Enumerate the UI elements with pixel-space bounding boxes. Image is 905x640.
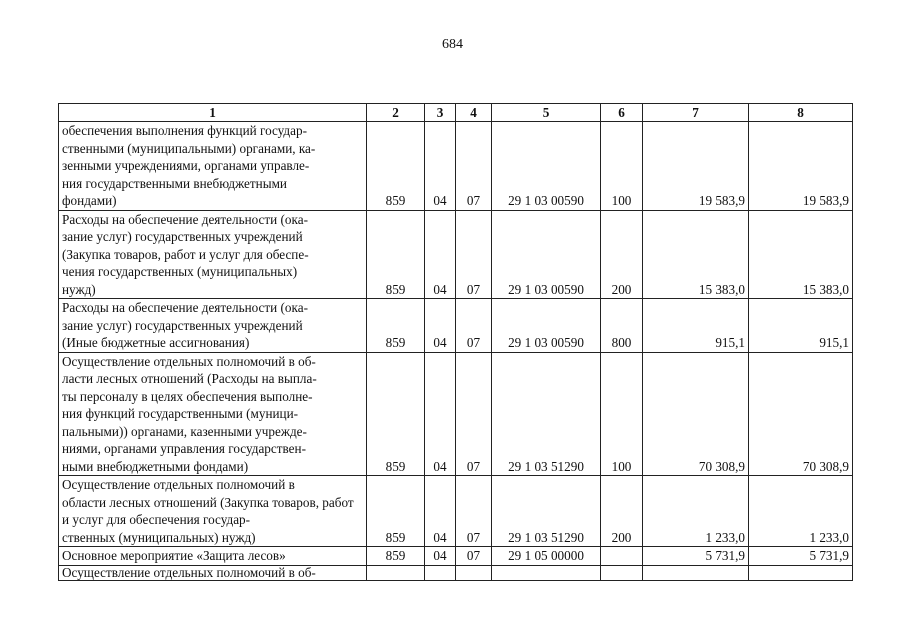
target-article-code: 29 1 03 00590 [492,122,601,211]
amount-col-7: 15 383,0 [643,210,749,299]
column-header-5: 5 [492,104,601,122]
expense-type-code: 100 [601,352,643,476]
table-row [59,299,853,353]
table-row [59,122,853,211]
table-row [59,565,853,580]
section-code: 04 [425,547,456,566]
section-code: 04 [425,299,456,353]
column-header-1: 1 [59,104,367,122]
target-article-code: 29 1 03 51290 [492,476,601,547]
subsection-code: 07 [456,299,492,353]
row-description [59,565,367,580]
target-article-code: 29 1 03 00590 [492,299,601,353]
row-description [59,299,367,353]
row-description [59,352,367,476]
amount-col-7: 915,1 [643,299,749,353]
row-description [59,122,367,211]
section-code: 04 [425,210,456,299]
row-description [59,476,367,547]
subsection-code [456,565,492,580]
description-line: ты персоналу в целях обеспечения выполне- [62,388,313,404]
description-line: чения государственных (муниципальных) [62,264,298,279]
description-line: пальными)) органами, казенными учрежде- [62,423,307,439]
target-article-code: 29 1 03 51290 [492,352,601,476]
target-article-code: 29 1 05 00000 [492,547,601,566]
column-header-6: 6 [601,104,643,122]
amount-col-7: 5 731,9 [643,547,749,566]
amount-col-8: 915,1 [749,299,853,353]
description-line: (Закупка товаров, работ и услуг для обеспе- [62,246,309,262]
table-header-row [59,104,853,122]
description-line: Осуществление отдельных полномочий в об- [62,565,316,580]
target-article-code: 29 1 03 00590 [492,210,601,299]
ministry-code: 859 [367,476,425,547]
column-header-3: 3 [425,104,456,122]
amount-col-7 [643,565,749,580]
budget-table [58,103,853,581]
subsection-code: 07 [456,476,492,547]
row-description [59,210,367,299]
amount-col-7: 70 308,9 [643,352,749,476]
subsection-code: 07 [456,547,492,566]
amount-col-8: 5 731,9 [749,547,853,566]
table-row [59,210,853,299]
subsection-code: 07 [456,352,492,476]
column-header-7: 7 [643,104,749,122]
description-line: фондами) [62,193,117,208]
description-line: (Иные бюджетные ассигнования) [62,335,250,350]
expense-type-code: 200 [601,476,643,547]
description-line: ния государственными внебюджетными [62,175,287,191]
ministry-code [367,565,425,580]
description-line: Осуществление отдельных полномочий в [62,477,295,492]
description-line: ными внебюджетными фондами) [62,458,249,474]
description-line: Расходы на обеспечение деятельности (ока- [62,300,308,315]
description-line: Расходы на обеспечение деятельности (ока- [62,211,308,227]
page-number: 684 [442,37,463,52]
expense-type-code: 800 [601,299,643,353]
description-line: зенными учреждениями, органами управле- [62,158,310,173]
ministry-code: 859 [367,352,425,476]
description-line: зание услуг) государственных учреждений [62,317,303,333]
description-line: Основное мероприятие «Защита лесов» [62,548,286,563]
amount-col-8: 15 383,0 [749,210,853,299]
section-code: 04 [425,476,456,547]
expense-type-code [601,547,643,566]
ministry-code: 859 [367,122,425,211]
row-description [59,547,367,566]
description-line: зание услуг) государственных учреждений [62,229,303,244]
description-line: ственными (муниципальными) органами, ка- [62,140,316,156]
ministry-code: 859 [367,547,425,566]
amount-col-8: 1 233,0 [749,476,853,547]
amount-col-8 [749,565,853,580]
section-code: 04 [425,122,456,211]
description-line: ниями, органами управления государствен- [62,441,306,456]
amount-col-7: 1 233,0 [643,476,749,547]
expense-type-code: 100 [601,122,643,211]
amount-col-8: 19 583,9 [749,122,853,211]
description-line: ния функций государственными (муници- [62,406,299,421]
amount-col-7: 19 583,9 [643,122,749,211]
description-line: ственных (муниципальных) нужд) [62,529,256,545]
subsection-code: 07 [456,122,492,211]
section-code: 04 [425,352,456,476]
amount-col-8: 70 308,9 [749,352,853,476]
expense-type-code [601,565,643,580]
section-code [425,565,456,580]
table-row [59,352,853,476]
table-row [59,476,853,547]
description-line: Осуществление отдельных полномочий в об- [62,353,316,369]
column-header-4: 4 [456,104,492,122]
description-line: области лесных отношений (Закупка товаров, работ и услуг для обеспечения государ- [62,494,354,527]
description-line: нужд) [62,281,96,297]
table-row [59,547,853,566]
description-line: ласти лесных отношений (Расходы на выпла- [62,371,317,386]
expense-type-code: 200 [601,210,643,299]
subsection-code: 07 [456,210,492,299]
ministry-code: 859 [367,299,425,353]
column-header-2: 2 [367,104,425,122]
target-article-code [492,565,601,580]
column-header-8: 8 [749,104,853,122]
ministry-code: 859 [367,210,425,299]
description-line: обеспечения выполнения функций государ- [62,123,307,138]
